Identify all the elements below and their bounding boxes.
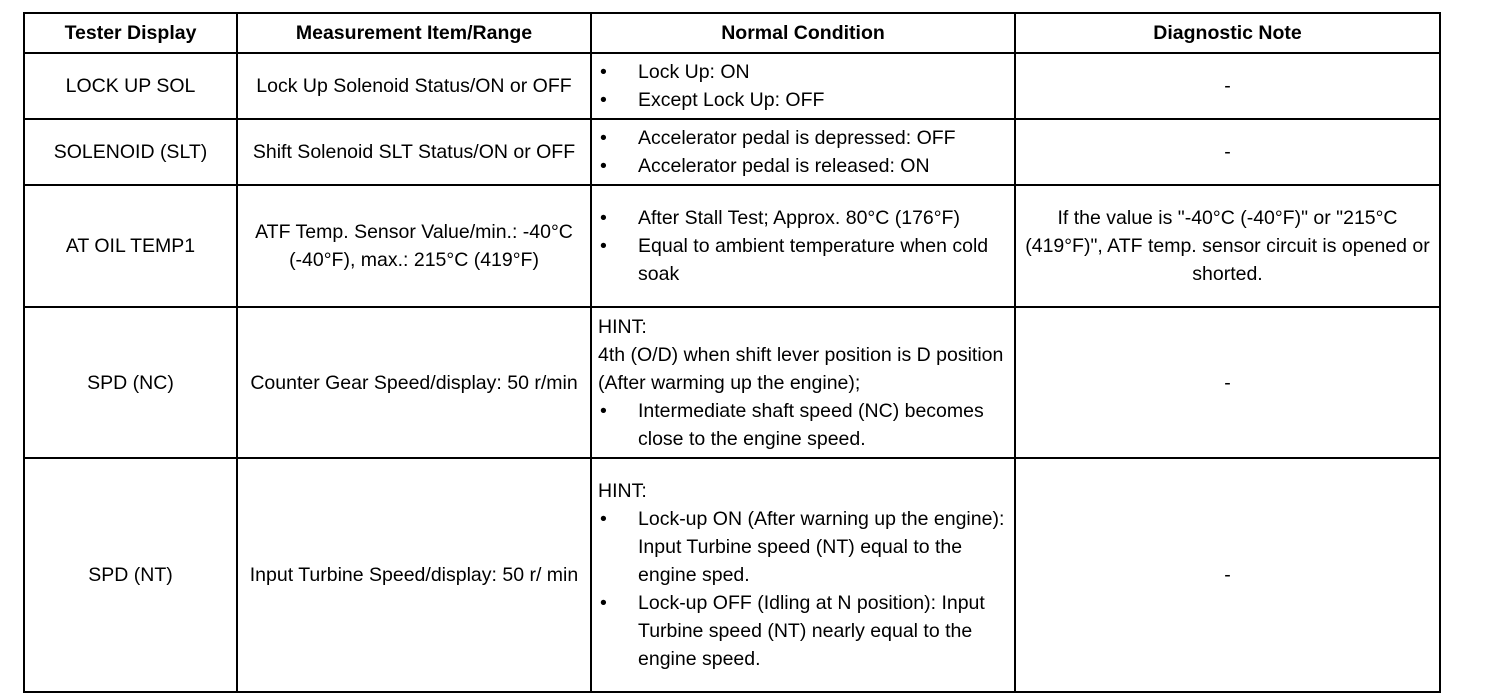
bullet-subtext: Input Turbine speed (NT) equal to the engine sped. [638,536,963,586]
diagnostic-note-cell: If the value is "-40°C (-40°F)" or "215°C (419°F)", ATF temp. sensor circuit is opened or shorted. [1015,185,1440,307]
list-item: • Lock-up OFF (Idling at N position): Input Turbine speed (NT) nearly equal to the engine speed. [598,589,1008,673]
condition-bullet-list [598,124,1008,180]
normal-condition-cell [591,119,1015,185]
list-item: • After Stall Test; Approx. 80°C (176°F) [598,204,1008,232]
measurement-cell: Counter Gear Speed/display: 50 r/min [237,307,591,458]
hint-label: HINT: [598,480,647,502]
diagnostic-data-table [23,12,1441,693]
tester-display-cell: SPD (NC) [24,307,237,458]
table-row [24,307,1440,458]
diagnostic-note-cell: - [1015,53,1440,119]
list-item: • Intermediate shaft speed (NC) becomes close to the engine speed. [598,397,1008,453]
list-item: • Except Lock Up: OFF [598,86,1008,114]
header-tester-display: Tester Display [24,13,237,53]
list-item [598,505,1008,589]
measurement-cell: ATF Temp. Sensor Value/min.: -40°C (-40°F), max.: 215°C (419°F) [237,185,591,307]
condition-bullet-list [598,58,1008,114]
tester-display-cell: SPD (NT) [24,458,237,692]
hint-text: 4th (O/D) when shift lever position is D position (After warming up the engine); [598,343,1004,394]
table-header-row [24,13,1440,53]
condition-bullet-list [598,204,1008,288]
diagnostic-note-cell: - [1015,119,1440,185]
table-row [24,53,1440,119]
header-diagnostic-note: Diagnostic Note [1015,13,1440,53]
hint-label: HINT: [598,315,647,338]
header-normal-condition: Normal Condition [591,13,1015,53]
measurement-cell: Lock Up Solenoid Status/ON or OFF [237,53,591,119]
bullet-text: Lock-up ON (After warning up the engine): [638,508,1005,530]
header-measurement-item: Measurement Item/Range [237,13,591,53]
measurement-cell: Shift Solenoid SLT Status/ON or OFF [237,119,591,185]
list-item: • Accelerator pedal is depressed: OFF [598,124,1008,152]
table-row [24,119,1440,185]
tester-display-cell: LOCK UP SOL [24,53,237,119]
measurement-cell: Input Turbine Speed/display: 50 r/ min [237,458,591,692]
list-item: • Equal to ambient temperature when cold soak [598,232,1008,288]
normal-condition-cell [591,458,1015,692]
diagnostic-note-cell: - [1015,458,1440,692]
table-row [24,458,1440,692]
list-item: • Accelerator pedal is released: ON [598,152,1008,180]
condition-bullet-list [598,397,1008,453]
normal-condition-cell [591,53,1015,119]
normal-condition-cell [591,307,1015,458]
diagnostic-note-cell: - [1015,307,1440,458]
list-item: • Lock Up: ON [598,58,1008,86]
table-row [24,185,1440,307]
normal-condition-cell [591,185,1015,307]
condition-bullet-list [598,505,1008,673]
tester-display-cell: AT OIL TEMP1 [24,185,237,307]
tester-display-cell: SOLENOID (SLT) [24,119,237,185]
